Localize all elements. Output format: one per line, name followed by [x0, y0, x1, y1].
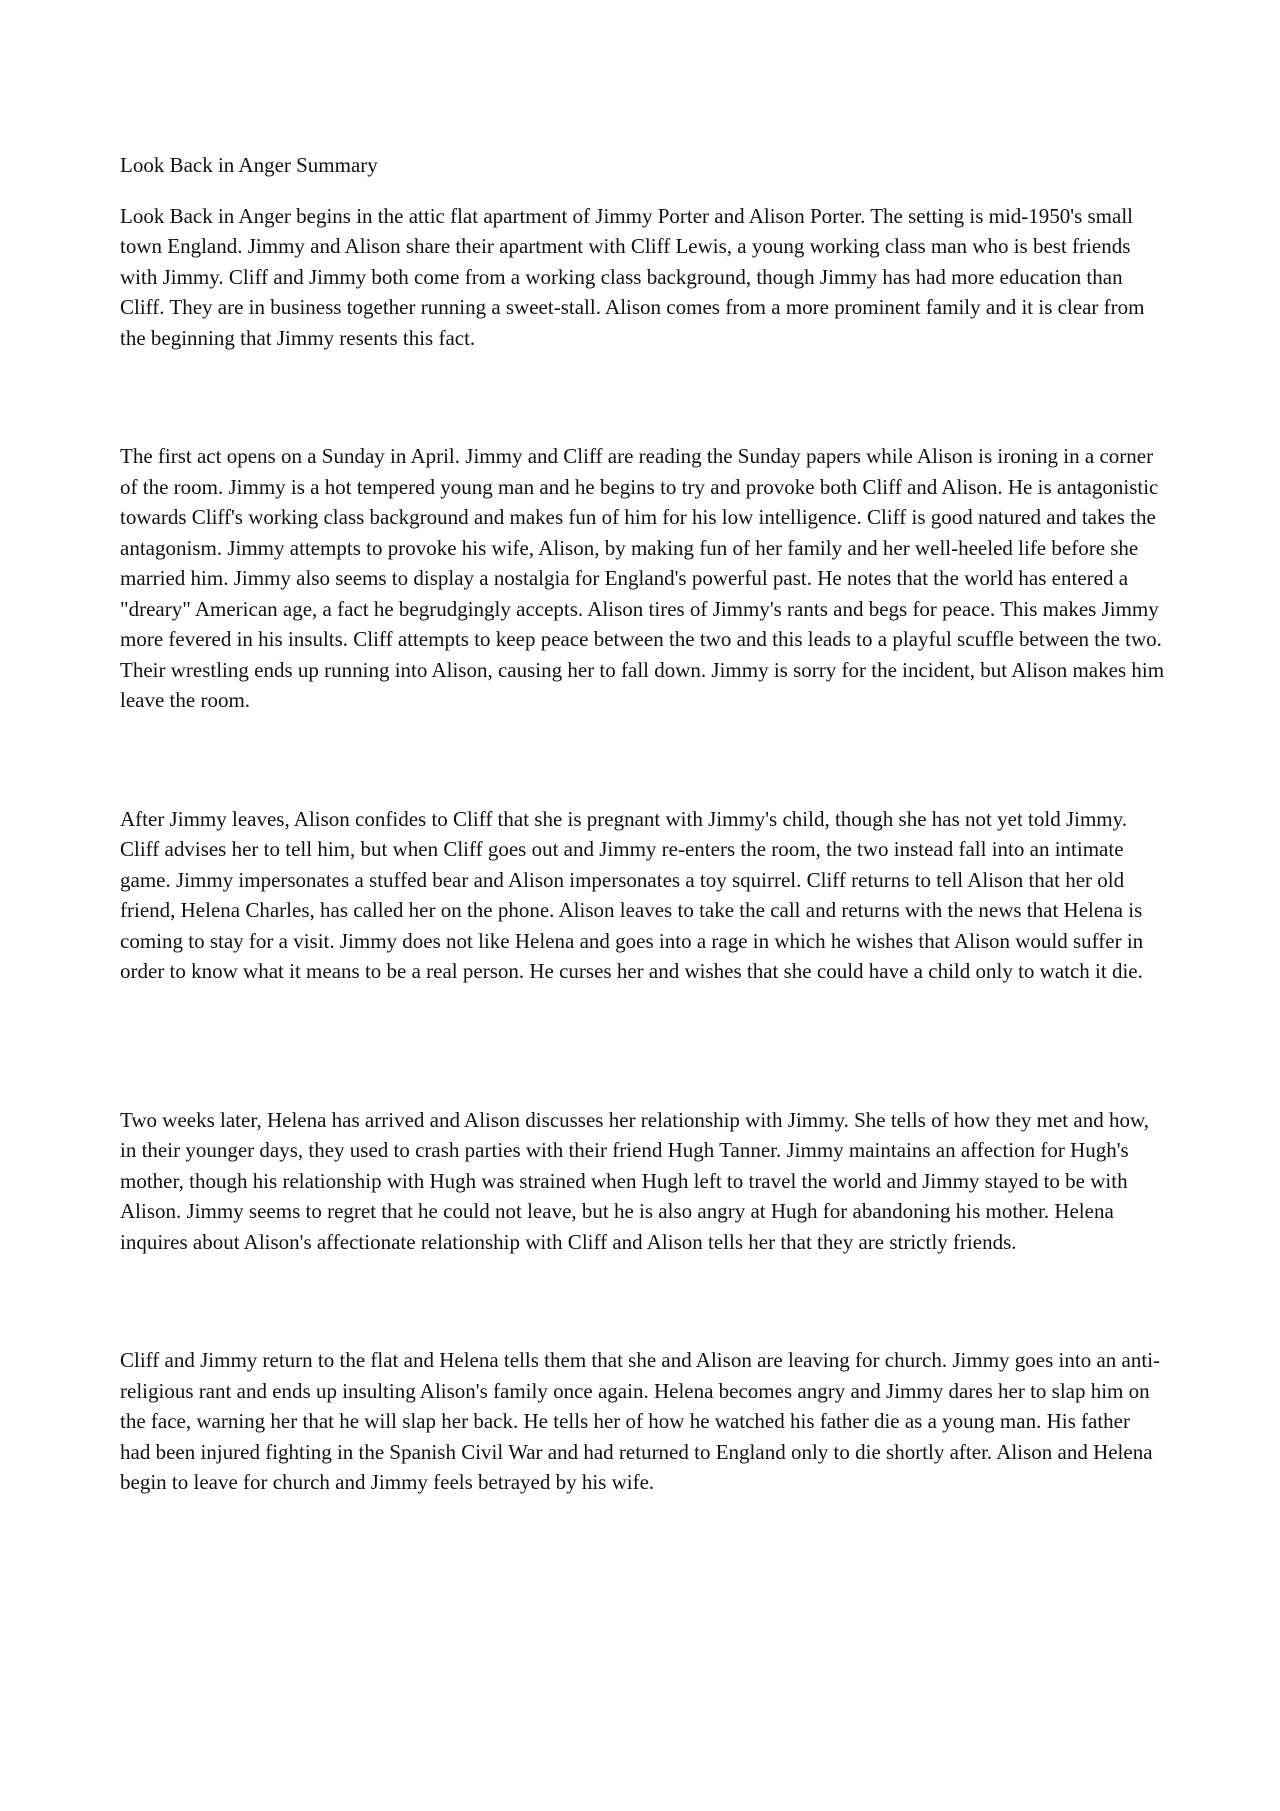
document-title: Look Back in Anger Summary — [120, 153, 378, 177]
paragraph-first-act: The first act opens on a Sunday in April. Jimmy and Cliff are reading the Sunday papers while Alison is ironing in a corner of the room. Jimmy is a hot tempered young man and he begins to try and provoke both Cliff and Alison. He is antagonistic towards Cliff's working class background and makes fun of him for his low intelligence. Cliff is good natured and takes the antagonism. Jimmy attempts to provoke his wife, Alison, by making fun of her family and her well-heeled life before she married him. Jimmy also seems to display a nostalgia for England's powerful past. He notes that the world has entered a "dreary" American age, a fact he begrudgingly accepts. Alison tires of Jimmy's rants and begs for peace. This makes Jimmy more fevered in his insults. Cliff attempts to keep peace between the two and this leads to a playful scuffle between the two. Their wrestling ends up running into Alison, causing her to fall down. Jimmy is sorry for the incident, but Alison makes him leave the room. — [120, 444, 1165, 712]
paragraph-after-jimmy-leaves: After Jimmy leaves, Alison confides to Cliff that she is pregnant with Jimmy's child, though she has not yet told Jimmy. Cliff advises her to tell him, but when Cliff goes out and Jimmy re-enters the room, the two instead fall into an intimate game. Jimmy impersonates a stuffed bear and Alison impersonates a toy squirrel. Cliff returns to tell Alison that her old friend, Helena Charles, has called her on the phone. Alison leaves to take the call and returns with the news that Helena is coming to stay for a visit. Jimmy does not like Helena and goes into a rage in which he wishes that Alison would suffer in order to know what it means to be a real person. He curses her and wishes that she could have a child only to watch it die. — [120, 806, 1144, 983]
document-body — [120, 150, 1165, 1498]
paragraph-two-weeks-later: Two weeks later, Helena has arrived and Alison discusses her relationship with Jimmy. She tells of how they met and how, in their younger days, they used to crash parties with their friend Hugh Tanner. Jimmy maintains an affection for Hugh's mother, though his relationship with Hugh was strained when Hugh left to travel the world and Jimmy stayed to be with Alison. Jimmy seems to regret that he could not leave, but he is also angry at Hugh for abandoning his mother. Helena inquires about Alison's affectionate relationship with Cliff and Alison tells her that they are strictly friends. — [120, 1107, 1149, 1254]
paragraph-church: Cliff and Jimmy return to the flat and Helena tells them that she and Alison are leaving for church. Jimmy goes into an anti-religious rant and ends up insulting Alison's family once again. Helena becomes angry and Jimmy dares her to slap him on the face, warning her that he will slap her back. He tells her of how he watched his father die as a young man. His father had been injured fighting in the Spanish Civil War and had returned to England only to die shortly after. Alison and Helena begin to leave for church and Jimmy feels betrayed by his wife. — [120, 1348, 1161, 1494]
paragraph-intro: Look Back in Anger begins in the attic flat apartment of Jimmy Porter and Alison Porter. The setting is mid-1950's small town England. Jimmy and Alison share their apartment with Cliff Lewis, a young working class man who is best friends with Jimmy. Cliff and Jimmy both come from a working class background, though Jimmy has had more education than Cliff. They are in business together running a sweet-stall. Alison comes from a more prominent family and it is clear from the beginning that Jimmy resents this fact. — [120, 203, 1145, 350]
